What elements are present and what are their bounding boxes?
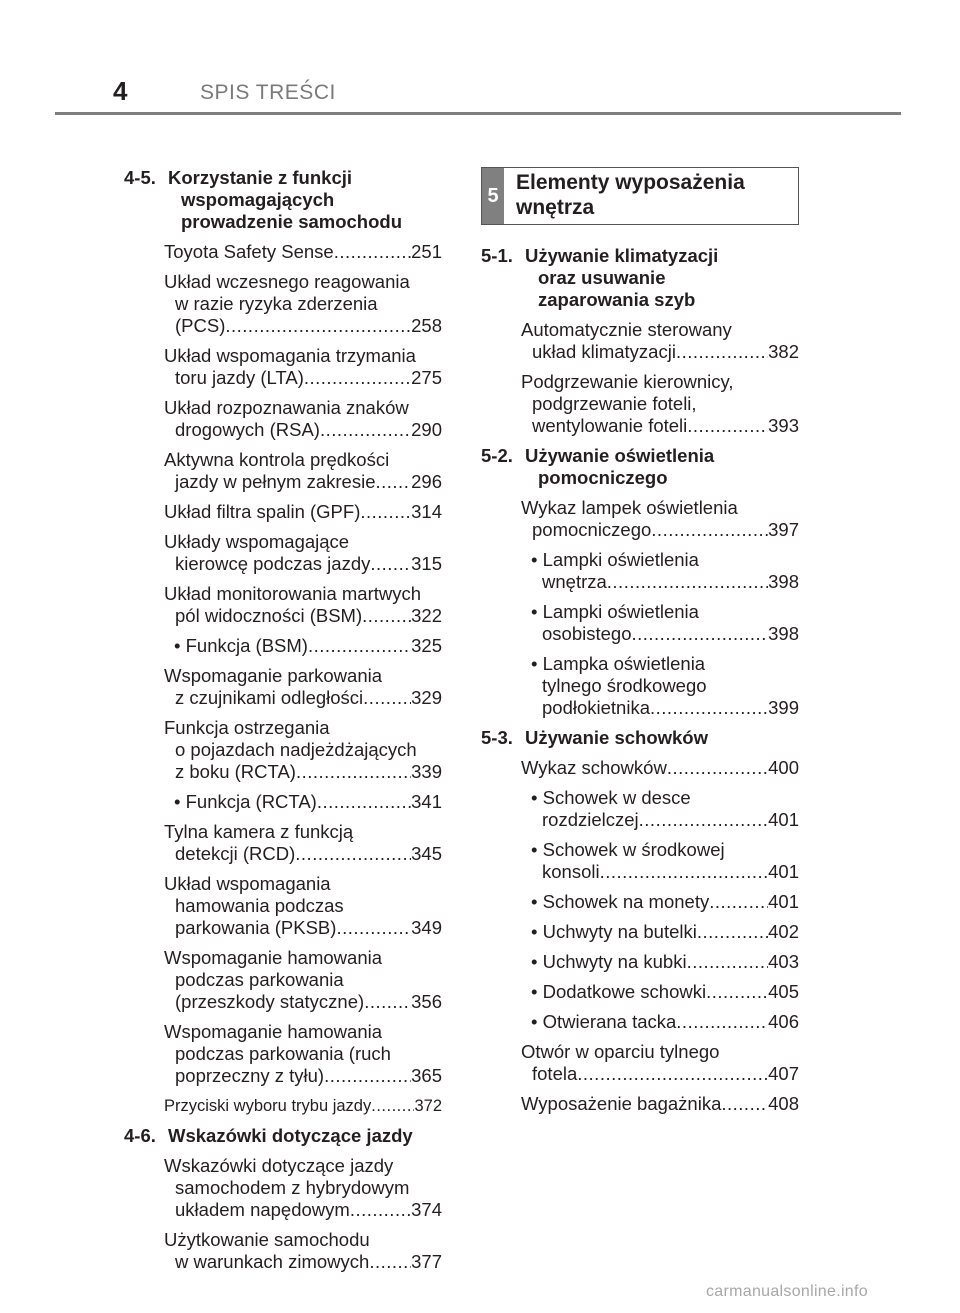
dot-leader <box>371 1095 414 1117</box>
entry-text-line: drogowych (RSA) <box>175 419 320 440</box>
entry-text-line: Wykaz schowków <box>521 757 667 778</box>
section-number: 5-2. <box>481 445 513 466</box>
section-title-line: prowadzenie samochodu <box>181 211 403 232</box>
dot-leader <box>600 861 769 883</box>
dot-leader <box>317 791 411 813</box>
dot-leader <box>631 623 768 645</box>
page-reference: 399 <box>768 697 799 718</box>
entry-text-line: Automatycznie sterowany <box>521 319 732 340</box>
entry-text-line: Wykaz lampek oświetlenia <box>521 497 738 518</box>
dot-leader <box>687 415 768 437</box>
section-number: 4-6. <box>124 1125 156 1146</box>
page-reference: 314 <box>411 501 442 522</box>
page-reference: 377 <box>411 1251 442 1272</box>
entry-text-line: z boku (RCTA) <box>175 761 296 782</box>
page-reference: 382 <box>768 341 799 362</box>
page-reference: 356 <box>411 991 442 1012</box>
entry-text-line: układem napędowym <box>175 1199 350 1220</box>
dot-leader <box>308 635 411 657</box>
page-reference: 365 <box>411 1065 442 1086</box>
chapter-title <box>504 168 745 224</box>
entry-text-line: wnętrza <box>542 571 607 592</box>
entry-text-line: podgrzewanie foteli, <box>532 393 697 414</box>
page-reference: 290 <box>411 419 442 440</box>
entry-text-line: detekcji (RCD) <box>175 843 296 864</box>
entry-text-line: podczas parkowania (ruch <box>175 1043 391 1064</box>
dot-leader <box>304 367 411 389</box>
entry-text-line: poprzeczny z tyłu) <box>175 1065 325 1086</box>
dot-leader <box>360 501 411 523</box>
dot-leader <box>697 921 768 943</box>
dot-leader <box>667 757 768 779</box>
dot-leader <box>364 991 411 1013</box>
page-reference: 372 <box>414 1097 442 1115</box>
page-reference: 374 <box>411 1199 442 1220</box>
page-reference: 402 <box>768 921 799 942</box>
dot-leader <box>295 843 411 865</box>
entry-text-line: • Funkcja (RCTA) <box>174 791 317 812</box>
section-title-line: pomocniczego <box>538 467 668 488</box>
page-reference: 325 <box>411 635 442 656</box>
toc-entry[interactable] <box>521 497 799 541</box>
entry-text-line: wentylowanie foteli <box>532 415 688 436</box>
dot-leader <box>369 1251 411 1273</box>
page-reference: 322 <box>411 605 442 626</box>
entry-text-line: • Uchwyty na butelki <box>531 921 697 942</box>
page-reference: 341 <box>411 791 442 812</box>
page-reference: 275 <box>411 367 442 388</box>
page-reference: 401 <box>768 861 799 882</box>
section-title-line: Korzystanie z funkcji <box>168 167 353 188</box>
page-reference: 296 <box>411 471 442 492</box>
dot-leader <box>376 471 412 493</box>
page-reference: 258 <box>411 315 442 336</box>
toc-entry[interactable] <box>521 1093 799 1115</box>
section-title-line: Używanie oświetlenia <box>525 445 715 466</box>
entry-text-line: Funkcja ostrzegania <box>164 717 330 738</box>
toc-subentry[interactable] <box>531 921 799 943</box>
entry-text-line: Układy wspomagające <box>164 531 350 552</box>
toc-entry[interactable] <box>521 1041 799 1085</box>
entry-text-line: (przeszkody statyczne) <box>175 991 365 1012</box>
page-number: 4 <box>113 76 128 106</box>
dot-leader <box>577 1063 768 1085</box>
dot-leader <box>320 419 411 441</box>
toc-entry[interactable] <box>164 717 442 783</box>
page-reference: 400 <box>768 757 799 778</box>
dot-leader <box>639 809 768 831</box>
section-title-line: Używanie klimatyzacji <box>525 245 719 266</box>
entry-text-line: Układ wspomagania <box>164 873 331 894</box>
section-title-line: Używanie schowków <box>525 727 708 748</box>
toc-entry[interactable] <box>164 583 442 627</box>
toc-column-left <box>124 167 442 1281</box>
entry-text-line: Otwór w oparciu tylnego <box>521 1041 720 1062</box>
entry-text-line: Wyposażenie bagażnika <box>521 1093 722 1114</box>
entry-text-line: Użytkowanie samochodu <box>164 1229 370 1250</box>
dot-leader <box>607 571 768 593</box>
entry-text-line: • Lampki oświetlenia <box>531 549 699 570</box>
entry-text-line: Toyota Safety Sense <box>164 241 334 262</box>
section-heading[interactable] <box>481 445 799 489</box>
entry-text-line: Podgrzewanie kierownicy, <box>521 371 734 392</box>
toc-entry[interactable] <box>164 397 442 441</box>
entry-text-line: • Dodatkowe schowki <box>531 981 707 1002</box>
dot-leader <box>709 891 768 913</box>
dot-leader <box>296 761 411 783</box>
page-reference: 339 <box>411 761 442 782</box>
page-reference: 329 <box>411 687 442 708</box>
entry-text-line: Aktywna kontrola prędkości <box>164 449 390 470</box>
toc-entry[interactable] <box>164 665 442 709</box>
entry-text-line: • Otwierana tacka <box>531 1011 677 1032</box>
entry-text-line: Wskazówki dotyczące jazdy <box>164 1155 394 1176</box>
toc-subentry[interactable] <box>531 787 799 831</box>
header-rule <box>55 112 901 115</box>
page-reference: 401 <box>768 809 799 830</box>
entry-text-line: samochodem z hybrydowym <box>175 1177 410 1198</box>
toc-subentry[interactable] <box>531 839 799 883</box>
entry-text-line: układ klimatyzacji <box>532 341 676 362</box>
watermark: carmanualsonline.info <box>706 1283 868 1300</box>
dot-leader <box>687 951 769 973</box>
page-title: SPIS TREŚCI <box>200 81 336 104</box>
entry-text-line: • Schowek na monety <box>531 891 710 912</box>
dot-leader <box>706 981 768 1003</box>
page-reference: 315 <box>411 553 442 574</box>
entry-text-line: konsoli <box>542 861 600 882</box>
page-reference: 397 <box>768 519 799 540</box>
dot-leader <box>225 315 411 337</box>
entry-text-line: • Lampki oświetlenia <box>531 601 699 622</box>
section-heading[interactable] <box>124 167 442 233</box>
entry-text-line: z czujnikami odległości <box>175 687 364 708</box>
entry-text-line: Układ rozpoznawania znaków <box>164 397 409 418</box>
entry-text-line: pól widoczności (BSM) <box>175 605 363 626</box>
entry-text-line: o pojazdach nadjeżdżających <box>175 739 417 760</box>
entry-text-line: Tylna kamera z funkcją <box>164 821 354 842</box>
entry-text-line: (PCS) <box>175 315 226 336</box>
toc-entry[interactable] <box>521 371 799 437</box>
entry-text-line: rozdzielczej <box>542 809 639 830</box>
entry-text-line: Układ wczesnego reagowania <box>164 271 410 292</box>
entry-text-line: fotela <box>532 1063 578 1084</box>
entry-text-line: pomocniczego <box>532 519 652 540</box>
entry-text-line: podłokietnika <box>542 697 650 718</box>
dot-leader <box>350 1199 411 1221</box>
page-reference: 345 <box>411 843 442 864</box>
page-reference: 407 <box>768 1063 799 1084</box>
page-reference: 398 <box>768 623 799 644</box>
toc-subentry[interactable] <box>531 1011 799 1033</box>
toc-subentry[interactable] <box>531 549 799 593</box>
chapter-number: 5 <box>482 168 504 224</box>
toc-entry[interactable] <box>164 531 442 575</box>
page-header <box>0 0 960 116</box>
page-reference: 251 <box>411 241 442 262</box>
section-title-line: oraz usuwanie <box>538 267 666 288</box>
dot-leader <box>721 1093 768 1115</box>
page-reference: 349 <box>411 917 442 938</box>
entry-text-line: Układ monitorowania martwych <box>164 583 422 604</box>
section-number: 5-3. <box>481 727 513 748</box>
section-heading[interactable] <box>124 1125 442 1147</box>
entry-text-line: tylnego środkowego <box>542 675 707 696</box>
toc-entry[interactable] <box>164 501 442 523</box>
entry-text-line: parkowania (PKSB) <box>175 917 337 938</box>
toc-entry[interactable] <box>521 757 799 779</box>
page-reference: 403 <box>768 951 799 972</box>
page-reference: 393 <box>768 415 799 436</box>
entry-text-line: w warunkach zimowych <box>175 1251 370 1272</box>
entry-text-line: osobistego <box>542 623 632 644</box>
entry-text-line: podczas parkowania <box>175 969 344 990</box>
toc-subentry[interactable] <box>531 891 799 913</box>
page-reference: 408 <box>768 1093 799 1114</box>
toc-entry[interactable] <box>164 345 442 389</box>
entry-text-line: • Uchwyty na kubki <box>531 951 687 972</box>
chapter-title-line: wnętrza <box>516 196 595 219</box>
entry-text-line: Układ wspomagania trzymania <box>164 345 416 366</box>
dot-leader <box>324 1065 411 1087</box>
toc-subentry[interactable] <box>531 653 799 719</box>
section-number: 5-1. <box>481 245 513 266</box>
toc-entry[interactable] <box>164 1229 442 1273</box>
toc-entry[interactable] <box>164 947 442 1013</box>
entry-text-line: • Lampka oświetlenia <box>531 653 706 674</box>
entry-text-line: • Schowek w środkowej <box>531 839 725 860</box>
page-reference: 398 <box>768 571 799 592</box>
toc-entry[interactable] <box>164 1095 442 1117</box>
entry-text-line: Przyciski wyboru trybu jazdy <box>164 1097 372 1115</box>
dot-leader <box>370 553 411 575</box>
toc-entry[interactable] <box>164 241 442 263</box>
chapter-heading-box[interactable] <box>481 167 799 225</box>
entry-text-line: • Funkcja (BSM) <box>174 635 308 656</box>
entry-text-line: Wspomaganie hamowania <box>164 947 383 968</box>
toc-subentry[interactable] <box>531 601 799 645</box>
section-heading[interactable] <box>481 727 799 749</box>
dot-leader <box>676 1011 768 1033</box>
toc-subentry[interactable] <box>174 635 442 657</box>
entry-text-line: kierowcę podczas jazdy <box>175 553 371 574</box>
dot-leader <box>362 605 411 627</box>
dot-leader <box>650 697 768 719</box>
toc-entry[interactable] <box>164 1021 442 1087</box>
entry-text-line: hamowania podczas <box>175 895 344 916</box>
toc-entry[interactable] <box>521 319 799 363</box>
chapter-title-line: Elementy wyposażenia <box>516 171 745 194</box>
section-heading[interactable] <box>481 245 799 311</box>
entry-text-line: • Schowek w desce <box>531 787 691 808</box>
section-number: 4-5. <box>124 167 156 188</box>
toc-entry[interactable] <box>164 1155 442 1221</box>
entry-text-line: Wspomaganie hamowania <box>164 1021 383 1042</box>
toc-subentry[interactable] <box>531 981 799 1003</box>
entry-text-line: Wspomaganie parkowania <box>164 665 383 686</box>
entry-text-line: Układ filtra spalin (GPF) <box>164 501 361 522</box>
section-title-line: wspomagających <box>181 189 335 210</box>
dot-leader <box>676 341 768 363</box>
toc-entry[interactable] <box>164 821 442 865</box>
entry-text-line: jazdy w pełnym zakresie <box>175 471 376 492</box>
dot-leader <box>334 241 411 263</box>
dot-leader <box>651 519 768 541</box>
page-reference: 406 <box>768 1011 799 1032</box>
toc-subentry[interactable] <box>174 791 442 813</box>
entry-text-line: w razie ryzyka zderzenia <box>175 293 378 314</box>
toc-entry[interactable] <box>164 449 442 493</box>
page-reference: 405 <box>768 981 799 1002</box>
toc-entry[interactable] <box>164 271 442 337</box>
section-title-line: zaparowania szyb <box>538 289 696 310</box>
dot-leader <box>336 917 411 939</box>
dot-leader <box>363 687 411 709</box>
toc-column-right <box>481 167 799 1123</box>
page-reference: 401 <box>768 891 799 912</box>
section-title-line: Wskazówki dotyczące jazdy <box>168 1125 413 1146</box>
toc-entry[interactable] <box>164 873 442 939</box>
entry-text-line: toru jazdy (LTA) <box>175 367 304 388</box>
toc-subentry[interactable] <box>531 951 799 973</box>
